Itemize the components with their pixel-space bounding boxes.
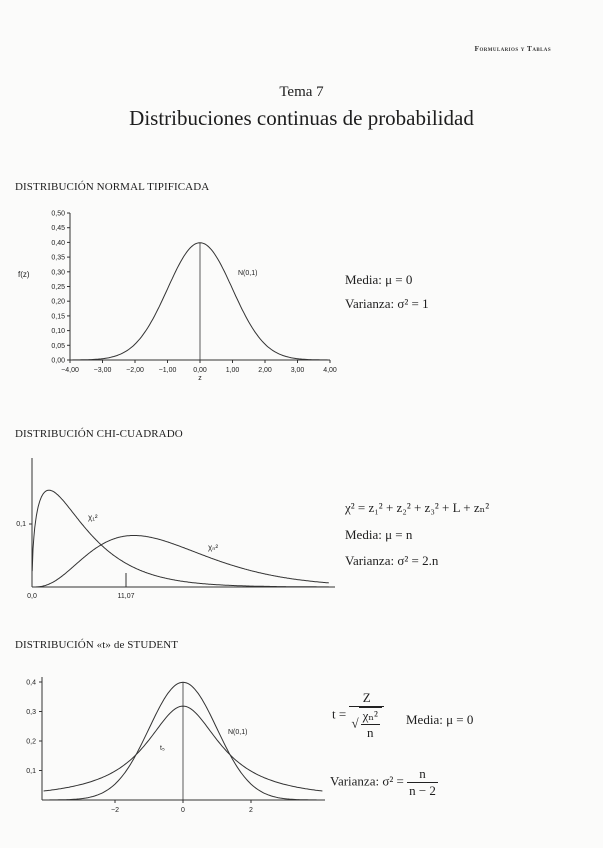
- y-axis-label: f(z): [18, 270, 30, 279]
- student-chart: [0, 672, 340, 832]
- x-tick-label: −1,00: [158, 367, 177, 374]
- x-tick-label: −2: [111, 807, 119, 814]
- page-title: Distribuciones continuas de probabilidad: [129, 106, 474, 130]
- running-head: Formularios y Tablas: [474, 44, 551, 53]
- x-tick-label: 1,00: [225, 367, 240, 374]
- y-tick-label: 0,20: [51, 298, 65, 306]
- y-tick-label: 0,15: [51, 313, 65, 321]
- topic-label: Tema 7: [279, 84, 324, 100]
- series-label-n01: N(0,1): [228, 729, 248, 736]
- y-tick-label: 0,35: [51, 254, 65, 262]
- x-tick-label: 2: [249, 807, 253, 814]
- x-tick-label: 4,00: [323, 367, 337, 374]
- y-tick-label: 0,05: [51, 342, 65, 350]
- series-label-chi1: χ₁²: [88, 513, 98, 522]
- normal-chart: [0, 195, 360, 395]
- student-variance: [330, 766, 438, 799]
- series-label-n01: N(0,1): [238, 270, 258, 277]
- chi-curve-n: [32, 536, 329, 588]
- t-den-num: χₙ²: [362, 708, 378, 723]
- chi-mean: Media: μ = n: [345, 527, 413, 542]
- var-denominator: n − 2: [409, 783, 436, 798]
- y-tick-label: 0,25: [51, 284, 65, 291]
- x-tick-label: 0: [181, 807, 185, 814]
- section-heading-normal: DISTRIBUCIÓN NORMAL TIPIFICADA: [15, 181, 210, 193]
- var-fraction: [407, 766, 438, 799]
- t-formula: [332, 690, 384, 741]
- var-lhs: Varianza: σ² =: [330, 773, 404, 789]
- chi-formula: χ² = z₁² + z₂² + z₃² + L + zₙ²: [345, 500, 490, 515]
- student-mean: Media: μ = 0: [406, 712, 474, 727]
- y-tick-label: 0,3: [26, 709, 36, 716]
- y-tick-label: 0,50: [51, 210, 65, 218]
- series-label-chin: χₙ²: [208, 543, 219, 552]
- x-tick-label: 11,07: [117, 593, 135, 600]
- x-tick-label: 2,00: [258, 367, 272, 374]
- t-fraction: [349, 690, 383, 741]
- y-tick-label: 0,1: [16, 521, 26, 528]
- x-axis-label: z: [198, 375, 202, 382]
- y-tick-label: 0,1: [26, 768, 36, 775]
- y-tick-label: 0,10: [51, 328, 65, 336]
- x-tick-label: −4,00: [61, 367, 79, 374]
- section-heading-chi: DISTRIBUCIÓN CHI-CUADRADO: [15, 428, 183, 440]
- chi-variance: Varianza: σ² = 2.n: [345, 553, 439, 568]
- normal-variance: Varianza: σ² = 1: [345, 296, 429, 311]
- y-tick-label: 0,4: [26, 679, 36, 687]
- chi-chart: [0, 450, 345, 610]
- section-heading-student: DISTRIBUCIÓN «t» de STUDENT: [15, 639, 179, 651]
- y-tick-label: 0,30: [51, 269, 65, 277]
- x-tick-label: −2,00: [126, 367, 144, 374]
- x-tick-label: 0,00: [193, 367, 207, 374]
- normal-mean: Media: μ = 0: [345, 272, 413, 287]
- var-numerator: n: [407, 766, 438, 783]
- x-tick-label: −3,00: [93, 367, 112, 374]
- t-den-den: n: [366, 725, 374, 740]
- t-denominator: √ $\frac{\text{χₙ²}}{n}$: [349, 707, 383, 741]
- y-tick-label: 0,2: [26, 738, 36, 746]
- x-tick-label: 3,00: [290, 367, 305, 374]
- y-tick-label: 0,40: [51, 239, 65, 247]
- y-tick-label: 0,45: [51, 225, 65, 233]
- y-tick-label: 0,00: [51, 357, 65, 365]
- t-numerator: Z: [349, 690, 383, 707]
- t-lhs: t =: [332, 706, 347, 722]
- x-tick-label: 0,0: [27, 593, 37, 600]
- series-label-t5: t₅: [160, 745, 165, 752]
- chi-curve-1: [32, 490, 329, 587]
